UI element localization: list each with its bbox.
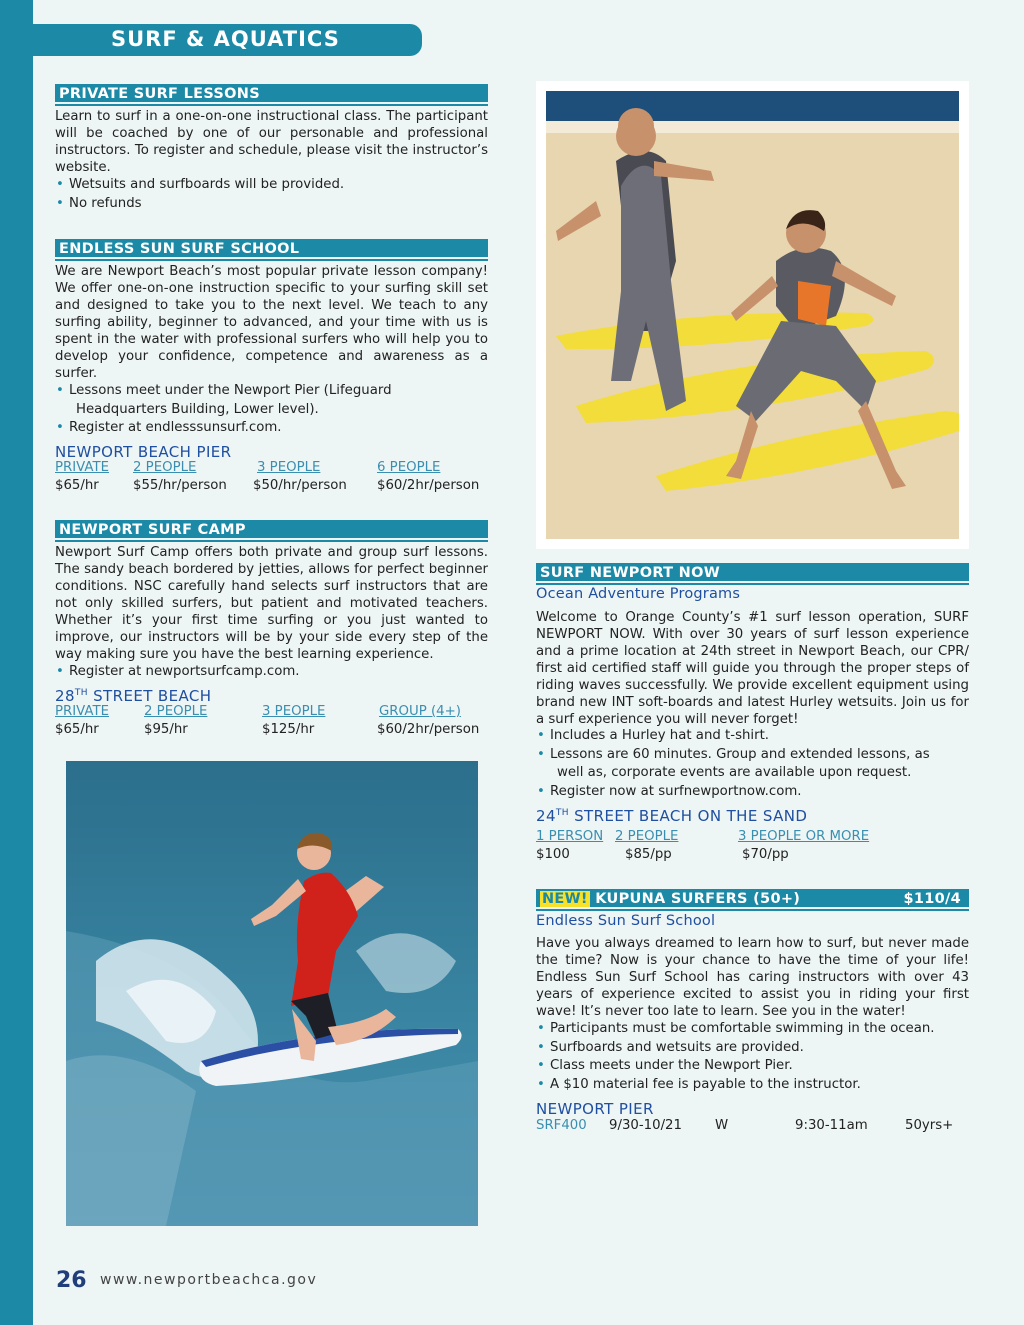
surf-newport-now-location: 24TH STREET BEACH ON THE SAND bbox=[536, 807, 808, 825]
kupuna-subtitle: Endless Sun Surf School bbox=[536, 913, 716, 929]
list-item: • Register at endlesssunsurf.com. bbox=[56, 420, 282, 435]
page-title: SURF & AQUATICS bbox=[111, 27, 340, 51]
surf-camp-price-headers: PRIVATE 2 PEOPLE 3 PEOPLE GROUP (4+) bbox=[55, 704, 461, 719]
private-lessons-description: Learn to surf in a one-on-one instructional class. The participant will be coached by one of our personable and professional instructors. To register and schedule, please visit the instructor’s website. bbox=[55, 109, 488, 175]
course-code: SRF400 bbox=[536, 1118, 587, 1133]
list-item: • A $10 material fee is payable to the instructor. bbox=[537, 1076, 861, 1092]
endless-sun-description: We are Newport Beach’s most popular private lesson company! We offer one-on-one instruction specific to your surfing skill set and designed to take you to the next level. We teach to any surfing ability, beginner to advanced, and your time with us is spent in the water with professional surfers who will help you to develop your confidence, competence and awareness as a surfer. bbox=[55, 264, 488, 381]
surf-class-photo-frame bbox=[536, 81, 969, 549]
surf-newport-now-subtitle: Ocean Adventure Programs bbox=[536, 586, 741, 602]
list-item: • Lessons meet under the Newport Pier (Lifeguard bbox=[56, 383, 392, 398]
surf-camp-bullets bbox=[55, 663, 488, 682]
surf-camp-location: 28TH STREET BEACH bbox=[55, 687, 212, 705]
kupuna-location: NEWPORT PIER bbox=[536, 1100, 654, 1118]
kupuna-description: Have you always dreamed to learn how to surf, but never made the time? Now is your chance to have the time of your life! Endless Sun Surf School has caring instructors with over 43 years of experience excited to assist you in riding your first wave! It’s never too late to learn. See you in the water! bbox=[536, 936, 969, 1019]
page-banner bbox=[33, 24, 422, 56]
kupuna-schedule-row bbox=[536, 1118, 969, 1136]
list-item: • No refunds bbox=[56, 195, 142, 211]
surf-camp-description: Newport Surf Camp offers both private and group surf lessons. The sandy beach bordered by jetties, allows for perfect beginner conditions. NSC carefully hand selects surf instructors that are not only skilled surfers, but patient and motivated teachers. Whether it’s your first time surfing or you just wanted to improve, our instructors will be by your side every step of the way making sure you have the best learning experience. bbox=[55, 545, 488, 662]
surf-camp-heading: NEWPORT SURF CAMP bbox=[55, 520, 488, 540]
kupuna-price: $110/4 bbox=[903, 891, 961, 907]
kupuna-bullets bbox=[536, 1020, 969, 1094]
private-lessons-bullets bbox=[55, 176, 488, 213]
surf-newport-now-price-headers: 1 PERSON 2 PEOPLE 3 PEOPLE OR MORE bbox=[536, 829, 870, 844]
endless-sun-prices: $65/hr $55/hr/person $50/hr/person $60/2hr/person bbox=[55, 478, 480, 493]
surf-camp-prices: $65/hr $95/hr $125/hr $60/2hr/person bbox=[55, 722, 480, 737]
list-item: • Lessons are 60 minutes. Group and extended lessons, as bbox=[537, 746, 930, 762]
list-item: • Includes a Hurley hat and t-shirt. bbox=[537, 728, 770, 743]
list-item: • Register at newportsurfcamp.com. bbox=[56, 664, 300, 679]
private-lessons-heading: PRIVATE SURF LESSONS bbox=[55, 84, 488, 104]
course-time: 9:30-11am bbox=[795, 1118, 868, 1133]
endless-sun-heading: ENDLESS SUN SURF SCHOOL bbox=[55, 239, 488, 259]
course-dates: 9/30-10/21 bbox=[609, 1118, 682, 1133]
endless-sun-location: NEWPORT BEACH PIER bbox=[55, 443, 232, 461]
kupuna-heading bbox=[536, 889, 969, 909]
website-url[interactable]: www.newportbeachca.gov bbox=[100, 1272, 318, 1288]
list-item: • Participants must be comfortable swimming in the ocean. bbox=[537, 1021, 935, 1036]
course-age: 50yrs+ bbox=[905, 1118, 954, 1133]
list-item: • Surfboards and wetsuits are provided. bbox=[537, 1039, 804, 1055]
new-badge: NEW! bbox=[542, 891, 588, 907]
endless-sun-bullets bbox=[55, 382, 488, 438]
list-item-continuation: Headquarters Building, Lower level). bbox=[76, 401, 319, 417]
surf-newport-now-description: Welcome to Orange County’s #1 surf lesson operation, SURF NEWPORT NOW. With over 30 years of surf lesson experience and a prime location at 24th street in Newport Beach, our CPR/ first aid certified staff will guide you through the proper steps of riding waves successfully. We provide excellent equipment using brand new INT soft-boards and latest Hurley wetsuits. Join us for a surf experience you will never forget! bbox=[536, 610, 969, 727]
list-item: • Register now at surfnewportnow.com. bbox=[537, 783, 802, 799]
side-accent-bar bbox=[0, 0, 33, 1325]
endless-sun-price-headers: PRIVATE 2 PEOPLE 3 PEOPLE 6 PEOPLE bbox=[55, 460, 441, 475]
page-number: 26 bbox=[56, 1268, 87, 1293]
list-item: • Wetsuits and surfboards will be provided. bbox=[56, 177, 345, 192]
list-item: • Class meets under the Newport Pier. bbox=[537, 1058, 793, 1073]
kupuna-title: KUPUNA SURFERS (50+) bbox=[595, 891, 801, 907]
surfer-photo bbox=[66, 761, 478, 1226]
surf-newport-now-prices: $100 $85/pp $70/pp bbox=[536, 847, 789, 862]
surf-newport-now-bullets bbox=[536, 727, 969, 801]
surf-newport-now-heading: SURF NEWPORT NOW bbox=[536, 563, 969, 583]
list-item-continuation: well as, corporate events are available upon request. bbox=[557, 765, 912, 780]
course-day: W bbox=[715, 1118, 729, 1133]
